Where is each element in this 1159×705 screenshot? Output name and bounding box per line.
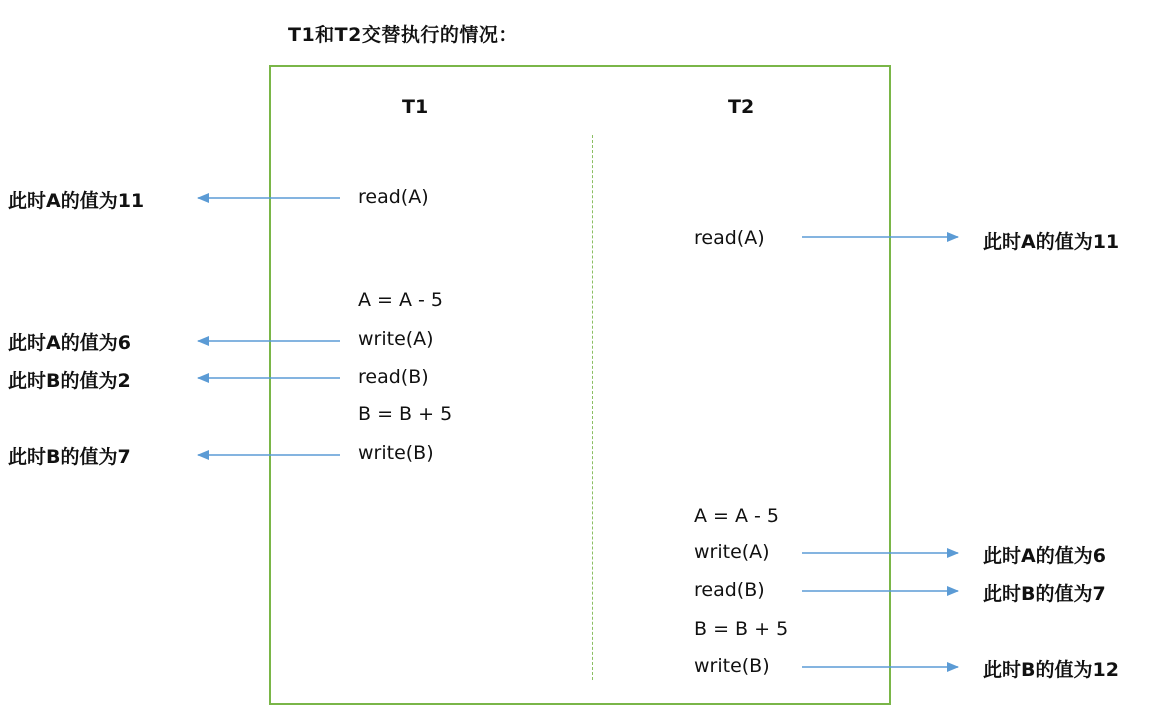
t2-op-write-a: write(A)	[694, 541, 770, 563]
t1-note-a-11: 此时A的值为11	[8, 190, 145, 212]
t2-note-b-7: 此时B的值为7	[983, 583, 1106, 605]
t2-note-a-11: 此时A的值为11	[983, 231, 1120, 253]
t2-op-a-minus-5: A = A - 5	[694, 505, 780, 527]
t2-op-read-b: read(B)	[694, 579, 765, 601]
t1-op-b-plus-5: B = B + 5	[358, 403, 453, 425]
diagram-title: T1和T2交替执行的情况：	[288, 24, 518, 46]
t1-op-write-b: write(B)	[358, 442, 434, 464]
t2-header: T2	[728, 96, 755, 118]
t2-op-b-plus-5: B = B + 5	[694, 618, 789, 640]
t2-note-a-6: 此时A的值为6	[983, 545, 1106, 567]
t1-note-a-6: 此时A的值为6	[8, 332, 131, 354]
t1-op-read-b: read(B)	[358, 366, 429, 388]
t2-op-read-a: read(A)	[694, 227, 765, 249]
t1-op-read-a: read(A)	[358, 186, 429, 208]
t1-op-a-minus-5: A = A - 5	[358, 289, 444, 311]
t2-op-write-b: write(B)	[694, 655, 770, 677]
t2-note-b-12: 此时B的值为12	[983, 659, 1119, 681]
t1-header: T1	[402, 96, 429, 118]
t1-op-write-a: write(A)	[358, 328, 434, 350]
t1-note-b-7: 此时B的值为7	[8, 446, 131, 468]
t1-note-b-2: 此时B的值为2	[8, 370, 131, 392]
